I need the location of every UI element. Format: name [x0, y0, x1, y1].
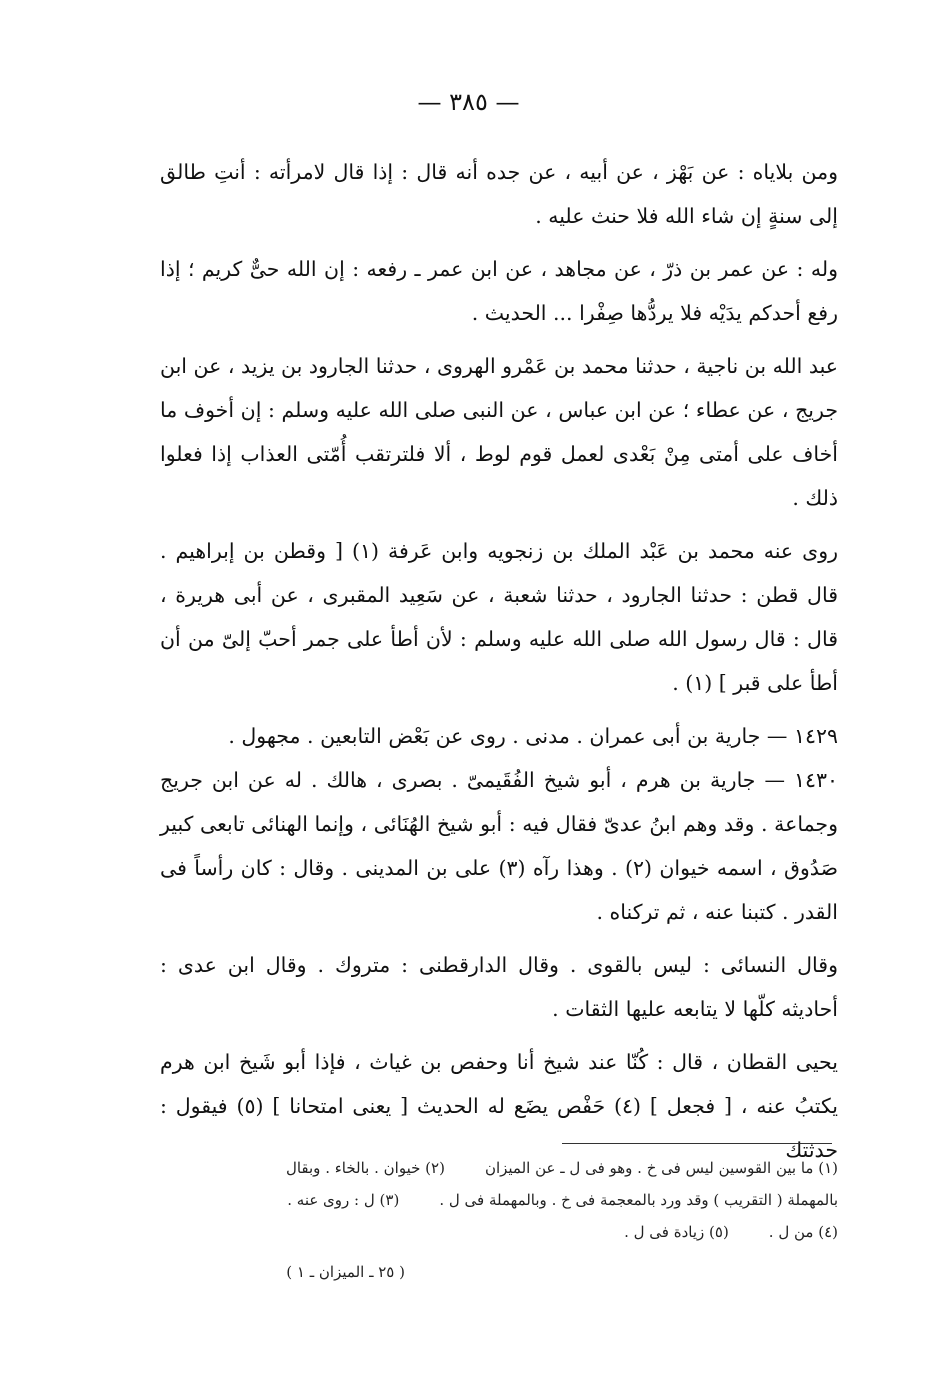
footnote-4: (٤) من ل .	[768, 1223, 838, 1241]
paragraph-8: يحيى القطان ، قال : كُنّا عند شيخ أنا وحفص بن غياث ، فإذا أبو شَيخ ابن هرم يكتبُ عنه ، [ فجعل ] (٤) حَفْص يضَع له الحديث [ يعنى امتحانا ] (٥) فيقول : حدثتك	[160, 1050, 839, 1162]
paragraph-4: روى عنه محمد بن عَبْد الملك بن زنجويه وابن عَرفة (١) [ وقطن بن إبراهيم . قال قطن : حدثنا الجارود ، حدثنا شعبة ، عن سَعِيد المقبرى ، عن أبى هريرة ، قال : قال رسول الله صلى الله عليه وسلم : لأن أطأ على جمر أحبّ إلىّ من أن أطأ على قبر ] (١) .	[160, 539, 839, 695]
entry-1430: ١٤٣٠ — جارية بن هرم ، أبو شيخ الفُقَيمىّ . بصرى ، هالك . له عن ابن جريج وجماعة . وقد وهم ابنُ عدىّ فقال فيه : أبو شيخ الهُنَائى ، وإنما الهنائى تابعى كبير صَدُوق ، اسمه خيوان (٢) . وهذا رآه (٣) على بن المدينى . وقال : كان رأساً فى القدر . كتبنا عنه ، ثم تركناه .	[160, 768, 838, 924]
footnote-row	[160, 1216, 838, 1248]
footnote-1: (١) ما بين القوسين ليس فى خ . وهو فى ل ـ عن الميزان	[484, 1159, 838, 1177]
paragraph-2: وله : عن عمر بن ذرّ ، عن مجاهد ، عن ابن عمر ـ رفعه : إن الله حىٌّ كريم ؛ إذا رفع أحدكم يدَيْه فلا يردُّها صِفْرا ... الحديث .	[160, 257, 838, 325]
footnotes	[160, 1152, 838, 1248]
paragraph-3: عبد الله بن ناجية ، حدثنا محمد بن عَمْرو الهروى ، حدثنا الجارود بن يزيد ، عن ابن جريج ، عن عطاء ؛ عن ابن عباس ، عن النبى صلى الله عليه وسلم : إن أخوف ما أخاف على أمتى مِنْ بَعْدى لعمل قوم لوط ، ألا فلترتقب أُمّتى العذاب إذا فعلوا ذلك .	[160, 354, 838, 510]
signature-mark: ( ٢٥ ـ الميزان ـ ١ )	[286, 1263, 405, 1281]
footnote-5: (٥) زيادة فى ل .	[624, 1223, 729, 1241]
page-number: — ٣٨٥ —	[417, 88, 520, 116]
footnote-divider	[562, 1143, 832, 1144]
footnote-2: (٢) خيوان . بالخاء . وبقال	[285, 1159, 445, 1177]
entry-1429: ١٤٢٩ — جارية بن أبى عمران . مدنى . روى عن بَعْض التابعين . مجهول .	[228, 724, 838, 748]
footnote-row	[160, 1184, 838, 1216]
footnote-2-cont: بالمهملة ( التقريب ) وقد ورد بالمعجمة فى خ . وبالمهملة فى ل .	[439, 1191, 838, 1209]
footnote-row	[160, 1152, 838, 1184]
paragraph-7: وقال النسائى : ليس بالقوى . وقال الدارقطنى : متروك . وقال ابن عدى : أحاديثه كلّها لا يتابعه عليها الثقات .	[160, 953, 838, 1021]
main-text	[160, 150, 838, 1181]
paragraph-1: ومن بلاياه : عن بَهْز ، عن أبيه ، عن جده أنه قال : إذا قال لامرأته : أنتِ طالق إلى سنةٍ إن شاء الله فلا حنث عليه .	[160, 160, 838, 228]
footnote-3: (٣) ل : روى عنه .	[287, 1191, 400, 1209]
